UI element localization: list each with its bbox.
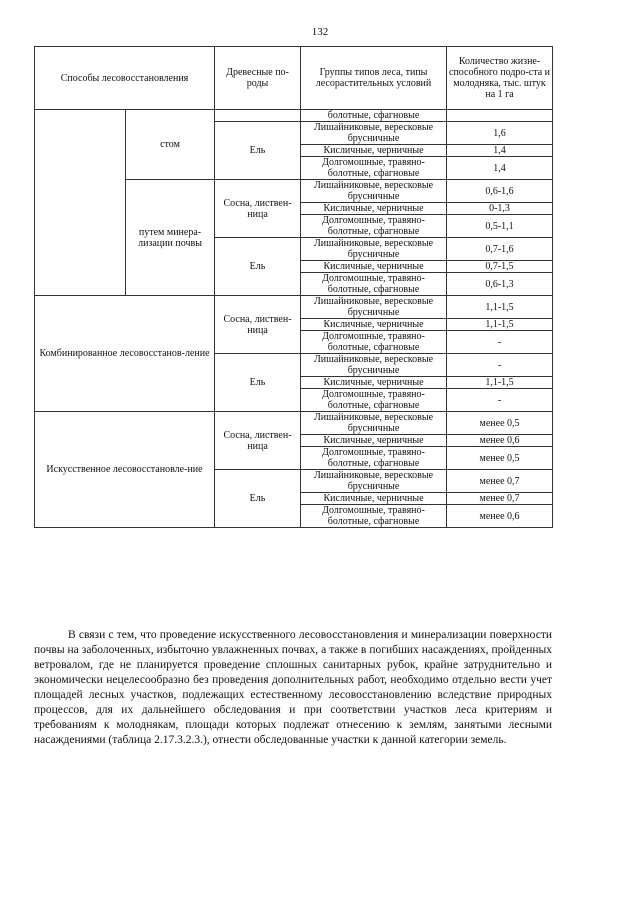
quantity-cell: 0-1,3: [447, 203, 553, 215]
forest-type-cell: Долгомошные, травяно-болотные, сфагновые: [301, 331, 447, 354]
quantity-cell-empty: [447, 110, 553, 122]
table-row: [35, 296, 553, 319]
quantity-cell: 1,1-1,5: [447, 377, 553, 389]
forest-type-cell: Лишайниковые, вересковые брусничные: [301, 238, 447, 261]
forest-type-cell: Долгомошные, травяно-болотные, сфагновые: [301, 157, 447, 180]
method-combined: Комбинированное лесовосстанов-ление: [35, 296, 215, 412]
header-method: Способы лесовосстановления: [35, 47, 215, 110]
quantity-cell: 0,7-1,6: [447, 238, 553, 261]
quantity-cell: 1,1-1,5: [447, 296, 553, 319]
quantity-cell: менее 0,6: [447, 505, 553, 528]
table-row: [35, 110, 553, 122]
quantity-cell: 0,7-1,5: [447, 261, 553, 273]
species-el: Ель: [215, 122, 301, 180]
species-pine-larch: Сосна, листвен-ница: [215, 180, 301, 238]
quantity-cell: 1,4: [447, 157, 553, 180]
quantity-cell: -: [447, 354, 553, 377]
header-species: Древесные по-роды: [215, 47, 301, 110]
quantity-cell: -: [447, 389, 553, 412]
header-quantity: Количество жизне-способного подро-ста и молодняка, тыс. штук на 1 га: [447, 47, 553, 110]
page-number: 132: [311, 26, 329, 38]
quantity-cell: 0,6-1,3: [447, 273, 553, 296]
species-el: Ель: [215, 354, 301, 412]
quantity-cell: 0,6-1,6: [447, 180, 553, 203]
forest-type-cell: болотные, сфагновые: [301, 110, 447, 122]
forest-type-cell: Кисличные, черничные: [301, 319, 447, 331]
quantity-cell: -: [447, 331, 553, 354]
forest-type-cell: Кисличные, черничные: [301, 145, 447, 157]
quantity-cell: 0,5-1,1: [447, 215, 553, 238]
species-cell-empty: [215, 110, 301, 122]
forest-type-cell: Лишайниковые, вересковые брусничные: [301, 412, 447, 435]
body-paragraph: В связи с тем, что проведение искусственного лесовосстановления и минерализации поверхности почвы на заболоченных, избыточно увлажненных почвах, а также в погибших насаждениях, пройденных ветровалом, где не планируется проведение сплошных санитарных рубок, крайне затруднительно и экономически нецелесообразно без проведения дополнительных работ, необходимо отдельно вести учет площадей лесных участков, подлежащих естественному лесовосстановлению вследствие природных процессов, для их дальнейшего обследования и при соответствии участков леса критериям и требованиям к молоднякам, площади которых подлежат отнесению к землям, занятыми лесными насаждениями (таблица 2.17.3.2.3.), отнести обследованные участки к данной категории земель.: [34, 629, 552, 746]
forest-type-cell: Долгомошные, травяно-болотные, сфагновые: [301, 215, 447, 238]
forest-type-cell: Кисличные, черничные: [301, 493, 447, 505]
forest-type-cell: Лишайниковые, вересковые брусничные: [301, 470, 447, 493]
forest-type-cell: Кисличные, черничные: [301, 435, 447, 447]
quantity-cell: 1,4: [447, 145, 553, 157]
table-row: [35, 412, 553, 435]
forest-type-cell: Лишайниковые, вересковые брусничные: [301, 296, 447, 319]
method-cell-natural: [35, 110, 126, 296]
quantity-cell: 1,6: [447, 122, 553, 145]
submethod-stom: стом: [126, 110, 215, 180]
header-row: [35, 47, 553, 110]
quantity-cell: менее 0,6: [447, 435, 553, 447]
reforestation-table: [34, 46, 553, 528]
forest-type-cell: Лишайниковые, вересковые брусничные: [301, 180, 447, 203]
method-artificial: Искусственное лесовосстановле-ние: [35, 412, 215, 528]
forest-type-cell: Долгомошные, травяно-болотные, сфагновые: [301, 389, 447, 412]
forest-type-cell: Кисличные, черничные: [301, 377, 447, 389]
forest-type-cell: Кисличные, черничные: [301, 203, 447, 215]
quantity-cell: менее 0,7: [447, 470, 553, 493]
quantity-cell: менее 0,5: [447, 412, 553, 435]
species-el: Ель: [215, 470, 301, 528]
forest-type-cell: Долгомошные, травяно-болотные, сфагновые: [301, 447, 447, 470]
forest-type-cell: Кисличные, черничные: [301, 261, 447, 273]
species-pine-larch: Сосна, листвен-ница: [215, 412, 301, 470]
forest-type-cell: Лишайниковые, вересковые брусничные: [301, 354, 447, 377]
forest-type-cell: Долгомошные, травяно-болотные, сфагновые: [301, 273, 447, 296]
quantity-cell: менее 0,5: [447, 447, 553, 470]
species-pine-larch: Сосна, листвен-ница: [215, 296, 301, 354]
forest-type-cell: Лишайниковые, вересковые брусничные: [301, 122, 447, 145]
forest-type-cell: Долгомошные, травяно-болотные, сфагновые: [301, 505, 447, 528]
submethod-mineral: путем минера-лизации почвы: [126, 180, 215, 296]
header-forest-groups: Группы типов леса, типы лесорастительных условий: [301, 47, 447, 110]
species-el: Ель: [215, 238, 301, 296]
quantity-cell: 1,1-1,5: [447, 319, 553, 331]
quantity-cell: менее 0,7: [447, 493, 553, 505]
